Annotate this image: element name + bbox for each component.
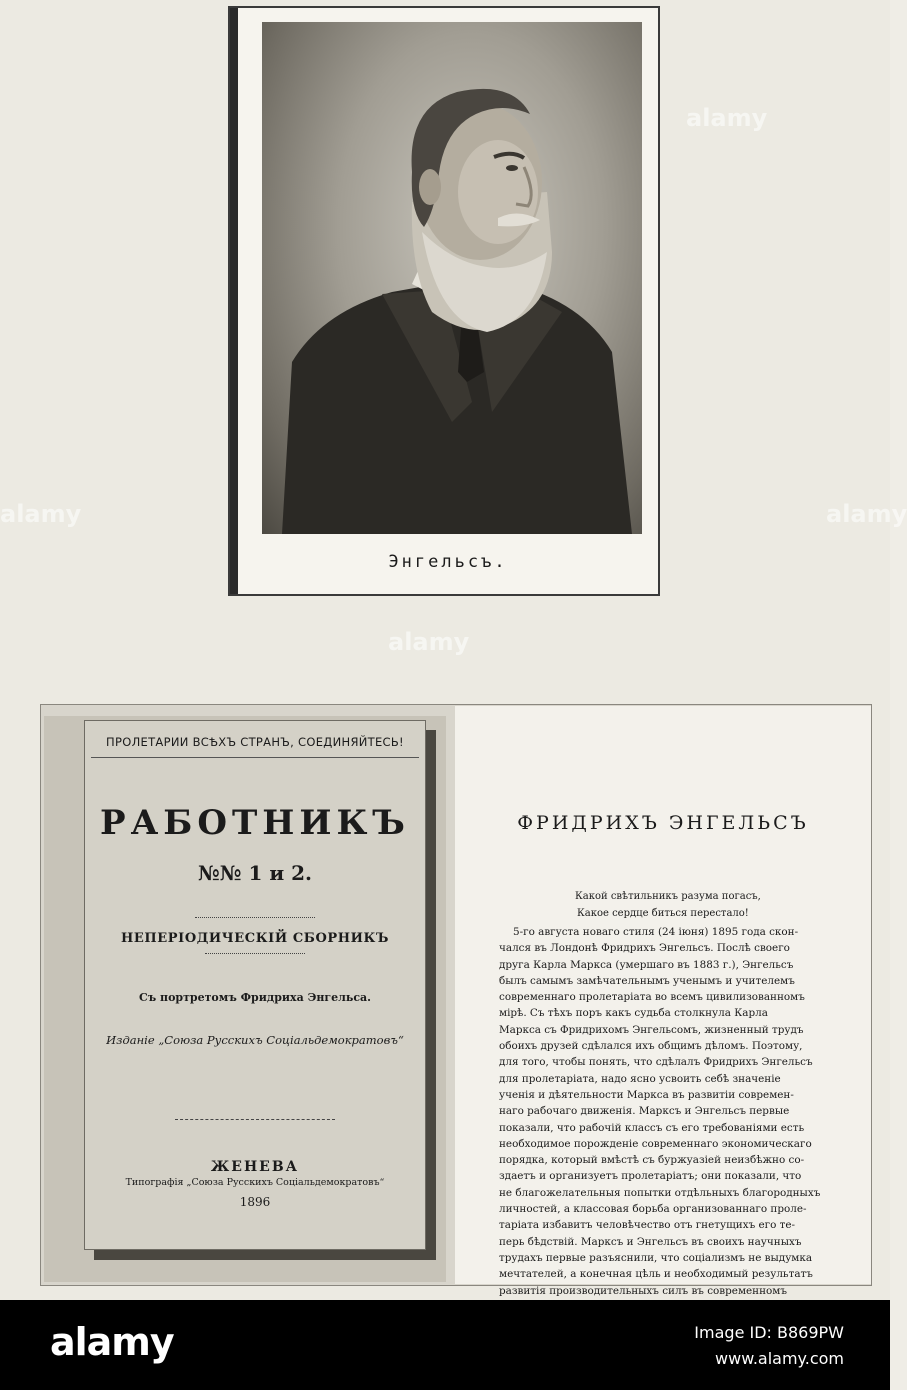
article-epigraph <box>575 888 761 922</box>
article-line: мірѣ. Съ тѣхъ поръ какъ судьба столкнула Карла <box>499 1007 768 1020</box>
alamy-logo: alamy <box>50 1320 174 1364</box>
article-line: таріата избавитъ человѣчество отъ гнетущихъ его те- <box>499 1219 796 1232</box>
watermark: alamy <box>686 104 768 132</box>
cover-title: РАБОТНИКЪ <box>100 803 410 843</box>
article-body <box>499 924 871 1331</box>
article-line: Маркса съ Фридрихомъ Энгельсомъ, жизненный трудъ <box>499 1023 804 1036</box>
article-page <box>455 706 871 1297</box>
article-line: здаетъ и организуетъ пролетаріатъ; они показали, что <box>499 1170 802 1183</box>
site-url: www.alamy.com <box>715 1349 844 1368</box>
article-line: современнаго пролетаріата во всемъ цивилизованномъ <box>499 991 805 1004</box>
stock-banner <box>0 1300 890 1390</box>
cover-subtitle: НЕПЕРІОДИЧЕСКІЙ СБОРНИКЪ <box>120 931 390 946</box>
cover-year: 1896 <box>239 1195 271 1209</box>
article-line: для пролетаріата, надо ясно усвоить себѣ значеніе <box>499 1072 781 1085</box>
article-line: показали, что рабочій классъ съ его требованіями есть <box>499 1121 805 1134</box>
article-line: для того, чтобы понять, что сдѣлалъ Фридрихъ Энгельсъ <box>499 1056 813 1069</box>
article-line: необходимое порожденіе современнаго экономическаго <box>499 1137 812 1150</box>
watermark: alamy <box>388 628 470 656</box>
article-line: друга Карла Маркса (умершаго въ 1883 г.), Энгельсъ <box>499 958 794 971</box>
article-line: развитія производительныхъ силъ въ современномъ <box>499 1284 787 1297</box>
cover-city: ЖЕНЕВА <box>210 1159 300 1175</box>
article-line: порядка, который вмѣстѣ съ буржуазіей неизбѣжно со- <box>499 1154 805 1167</box>
article-title: ФРИДРИХЪ ЭНГЕЛЬСЪ <box>517 812 809 834</box>
image-id-block <box>694 1320 844 1372</box>
cover-printer: Типографія „Союза Русскихъ Соціальдемократовъ“ <box>125 1177 385 1188</box>
article-line: ученія и дѣятельности Маркса въ развитіи современ- <box>499 1088 794 1101</box>
cover-rule <box>91 757 419 758</box>
engels-portrait-photo <box>262 22 642 534</box>
cover-rule-dotted <box>195 917 315 919</box>
article-line: чался въ Лондонѣ Фридрихъ Энгельсъ. Послѣ своего <box>499 942 790 955</box>
article-line: наго рабочаго движенія. Марксъ и Энгельсъ первые <box>499 1105 790 1118</box>
article-line: трудахъ первые разъяснили, что соціализмъ не выдумка <box>499 1251 813 1264</box>
cover-publisher: Изданіе „Союза Русскихъ Соціальдемократовъ“ <box>106 1033 404 1047</box>
epigraph-line: Какое сердце биться перестало! <box>577 908 749 919</box>
article-line: перь бѣдствій. Марксъ и Энгельсъ въ своихъ научныхъ <box>499 1235 802 1248</box>
cover-rule-dotted <box>205 953 305 955</box>
image-id: Image ID: B869PW <box>694 1323 844 1342</box>
article-line: былъ самымъ замѣчательнымъ ученымъ и учителемъ <box>499 974 795 987</box>
portrait-caption: Энгельсъ. <box>388 552 508 572</box>
article-line: мечтателей, а конечная цѣль и необходимый результатъ <box>499 1268 813 1281</box>
article-line: не благожелательныя попытки отдѣльныхъ благородныхъ <box>499 1186 821 1199</box>
article-line: личностей, а классовая борьба организованнаго проле- <box>499 1203 807 1216</box>
cover-rule-dashed <box>175 1119 335 1121</box>
cover-portrait-note: Съ портретомъ Фридриха Энгельса. <box>139 991 371 1004</box>
article-line: 5-го августа новаго стиля (24 іюня) 1895 года скон- <box>513 926 799 938</box>
watermark: alamy <box>0 500 82 528</box>
cover-slogan: ПРОЛЕТАРИИ ВСѢХЪ СТРАНЪ, СОЕДИНЯЙТЕСЬ! <box>106 735 404 749</box>
portrait-card <box>228 6 660 596</box>
article-line: обоихъ друзей сдѣлался ихъ общимъ дѣломъ. Поэтому, <box>499 1040 803 1053</box>
cover-issue: №№ 1 и 2. <box>198 861 312 885</box>
book-cover <box>84 720 426 1250</box>
watermark: alamy <box>826 500 907 528</box>
epigraph-line: Какой свѣтильникъ разума погасъ, <box>575 891 761 902</box>
